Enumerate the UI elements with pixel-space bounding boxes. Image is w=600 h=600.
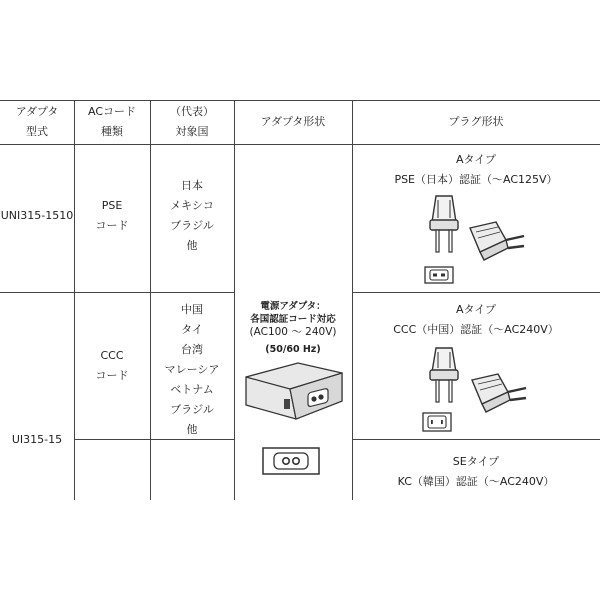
row1-cord-line2: コード — [95, 219, 129, 232]
row1-cord-line1: PSE — [101, 199, 123, 212]
adapter-desc-line1: 電源アダプタ： — [260, 301, 326, 312]
header-model-line2: 型式 — [26, 125, 48, 138]
header-country-line2: 対象国 — [175, 125, 209, 138]
header-cord-line2: 種類 — [101, 125, 123, 138]
header-country-line1: （代表） — [170, 105, 214, 118]
row-divider-2b — [352, 439, 600, 440]
row-divider-1 — [0, 292, 234, 293]
plug-front-view-icon — [422, 412, 452, 432]
header-country — [150, 102, 234, 142]
adapter-desc-line4: (50/60 Hz) — [265, 344, 321, 355]
row2-country-7: 他 — [186, 423, 198, 436]
row2-country-6: ブラジル — [170, 403, 214, 416]
row1-model: UNI315-1510 — [0, 209, 74, 222]
header-model — [0, 102, 74, 142]
header-model-line1: アダプタ — [15, 105, 59, 118]
plug-side-view-icon — [424, 192, 464, 264]
adapter-description — [234, 300, 352, 356]
row1-country-2: メキシコ — [170, 199, 214, 212]
adapter-desc-line2: 各国認証コード対応 — [250, 314, 336, 325]
row-divider-1b — [352, 292, 600, 293]
row2-country-1: 中国 — [181, 303, 203, 316]
col-divider-1 — [74, 100, 75, 500]
row3-model: UI315-15 — [11, 433, 63, 446]
plug-angled-view-icon — [466, 218, 528, 264]
row1-country-3: ブラジル — [170, 219, 214, 232]
row2-country-5: ベトナム — [170, 383, 214, 396]
header-cord-line1: ACコード — [87, 105, 136, 118]
row1-country-1: 日本 — [181, 179, 203, 192]
row2-plug-cert: CCC（中国）認証（～AC240V） — [393, 323, 559, 336]
row2-country-3: 台湾 — [181, 343, 203, 356]
row2-plug-type: Aタイプ — [456, 303, 496, 316]
plug-front-view-icon — [424, 266, 454, 284]
row1-plug-type: Aタイプ — [456, 153, 496, 166]
plug-side-view-icon — [424, 344, 464, 408]
header-cord — [74, 102, 150, 142]
row1-plug-cert: PSE（日本）認証（～AC125V） — [394, 173, 558, 186]
header-adapter-shape: アダプタ形状 — [260, 115, 326, 128]
row2-cord — [74, 346, 150, 386]
plug-angled-view-icon — [468, 370, 530, 416]
row2-cord-line1: CCC — [100, 349, 124, 362]
row1-country-4: 他 — [186, 239, 198, 252]
row2-cord-line2: コード — [95, 369, 129, 382]
row2-countries — [150, 300, 234, 440]
ac-inlet-icon — [262, 447, 320, 475]
row1-countries — [150, 176, 234, 256]
adapter-body-icon — [240, 357, 348, 429]
row3-plug-cert: KC（韓国）認証（～AC240V） — [397, 475, 555, 488]
row2-country-4: マレーシア — [164, 363, 220, 376]
row1-cord — [74, 196, 150, 236]
header-divider — [0, 144, 600, 145]
adapter-desc-line3: (AC100 ～ 240V) — [249, 326, 337, 338]
row2-country-2: タイ — [181, 323, 203, 336]
row3-plug-type: SEタイプ — [452, 455, 500, 468]
header-plug-shape: プラグ形状 — [448, 115, 504, 128]
table-border-top — [0, 100, 600, 101]
